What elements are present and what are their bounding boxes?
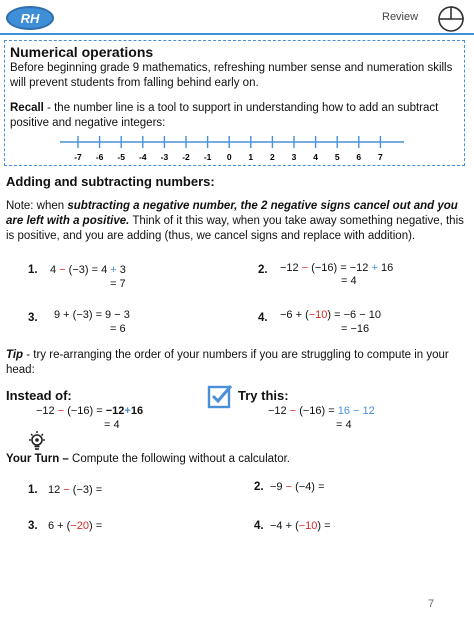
note-paragraph — [6, 199, 466, 244]
pie-chart-icon — [437, 5, 465, 33]
number-line-label: -1 — [203, 152, 212, 162]
example-3-number: 3. — [28, 312, 38, 324]
problem-2-expression — [270, 481, 324, 493]
negative-number: −20 — [70, 520, 89, 532]
instead-of-line2: = 4 — [104, 419, 120, 431]
number-line-label: 6 — [356, 152, 362, 162]
example-1-number: 1. — [28, 264, 38, 276]
note-prefix: Note: when — [6, 200, 68, 212]
minus-sign: − — [59, 264, 66, 276]
try-this-heading: Try this: — [238, 388, 289, 403]
tip-label: Tip — [6, 349, 24, 361]
math-text: −12 — [268, 405, 290, 417]
tip-paragraph — [6, 348, 466, 378]
recall-label: Recall — [10, 102, 44, 114]
math-text: 3 — [116, 264, 126, 276]
minus-sign: − — [289, 405, 297, 417]
rearranged-expression: 16 − 12 — [337, 405, 375, 417]
instead-of-line1 — [36, 405, 143, 417]
number-line-label: 0 — [226, 152, 232, 162]
page-number: 7 — [428, 598, 435, 610]
problem-2-number: 2. — [254, 481, 264, 493]
math-text: 6 + ( — [48, 520, 71, 532]
try-this-line2: = 4 — [336, 419, 352, 431]
number-line-label: 5 — [334, 152, 340, 162]
example-2-number: 2. — [258, 264, 268, 276]
problem-4-number: 4. — [254, 520, 264, 532]
plus-sign: + — [124, 405, 131, 417]
example-3-line1: 9 + (−3) = 9 − 3 — [54, 309, 130, 321]
lightbulb-icon — [26, 430, 48, 452]
number-line-label: -6 — [95, 152, 104, 162]
math-text: −12 — [280, 262, 302, 274]
math-text: (−16) = −12 — [308, 262, 372, 274]
math-text: (−3) = — [69, 484, 103, 496]
example-2-line2: = 4 — [341, 275, 357, 287]
example-4-number: 4. — [258, 312, 268, 324]
number-line-label: 2 — [270, 152, 275, 162]
math-text: 12 — [48, 484, 64, 496]
your-turn-text: Compute the following without a calculator. — [68, 453, 291, 465]
checkbox-check-icon — [207, 383, 233, 409]
math-text: ) = −6 − 10 — [327, 309, 381, 321]
minus-sign: − — [57, 405, 65, 417]
math-text: 16 — [130, 405, 144, 417]
logo-text: RH — [20, 10, 40, 26]
example-4-line1 — [280, 309, 381, 321]
number-line-label: 1 — [248, 152, 254, 162]
negative-number: −10 — [308, 309, 328, 321]
intro-text: Before beginning grade 9 mathematics, refreshing number sense and numeration skills will prevent students from falling behind early on. — [10, 62, 453, 89]
your-turn-label: Your Turn – — [6, 453, 69, 465]
problem-3-number: 3. — [28, 520, 38, 532]
note-emphasis: subtracting a negative number, the 2 negative signs cancel out and you are left with a positive. — [6, 200, 458, 227]
intro-title: Numerical operations — [10, 44, 154, 60]
math-text: −12 — [36, 405, 58, 417]
example-4-line2: = −16 — [341, 323, 370, 335]
number-line-label: 3 — [291, 152, 297, 162]
problem-4-expression — [270, 520, 331, 532]
minus-sign: − — [301, 262, 309, 274]
instead-of-heading: Instead of: — [6, 388, 72, 403]
note-suffix: Think of it this way, when you take away something negative, this is positive, and you are adding (thus, we cancel signs and replace with addition). — [6, 215, 464, 242]
minus-sign: − — [63, 484, 70, 496]
review-label: Review — [382, 11, 419, 23]
math-text: (−3) = 4 — [65, 264, 111, 276]
math-text: ) = — [317, 520, 331, 532]
rh-logo — [6, 6, 54, 30]
recall-text — [10, 101, 462, 131]
number-line-label: -4 — [139, 152, 147, 162]
math-text: −12 — [105, 405, 125, 417]
your-turn-instruction — [6, 453, 290, 465]
number-line-label: -3 — [160, 152, 169, 162]
math-text: (−4) = — [292, 481, 325, 493]
example-1-line2: = 7 — [110, 278, 126, 290]
math-text: (−16) = — [296, 405, 338, 417]
number-line-label: 7 — [378, 152, 383, 162]
example-2-line1 — [280, 262, 393, 274]
plus-sign: + — [110, 264, 117, 276]
try-this-line1 — [268, 405, 375, 417]
recall-description: - the number line is a tool to support in understanding how to add an subtract positive and negative integers: — [10, 102, 439, 129]
math-text: −4 + ( — [270, 520, 299, 532]
number-line-label: -5 — [117, 152, 125, 162]
number-line-label: 4 — [313, 152, 318, 162]
number-line-label: -2 — [182, 152, 190, 162]
plus-sign: + — [371, 262, 378, 274]
problem-1-expression — [48, 484, 102, 496]
math-text: 4 — [50, 264, 60, 276]
number-line-label: -7 — [74, 152, 82, 162]
math-text: (−16) = — [64, 405, 106, 417]
minus-sign: − — [285, 481, 293, 493]
math-text: 16 — [377, 262, 394, 274]
example-1-line1 — [50, 264, 126, 276]
negative-number: −10 — [298, 520, 318, 532]
problem-3-expression — [48, 520, 102, 532]
math-text: ) = — [89, 520, 103, 532]
math-text: −6 + ( — [280, 309, 309, 321]
example-3-line2: = 6 — [110, 323, 126, 335]
math-text: −9 — [270, 481, 286, 493]
number-line — [60, 132, 404, 164]
header-divider — [0, 33, 474, 35]
section-title: Adding and subtracting numbers: — [6, 174, 215, 189]
tip-text: - try re-arranging the order of your numbers if you are struggling to compute in your head: — [6, 349, 449, 376]
problem-1-number: 1. — [28, 484, 38, 496]
